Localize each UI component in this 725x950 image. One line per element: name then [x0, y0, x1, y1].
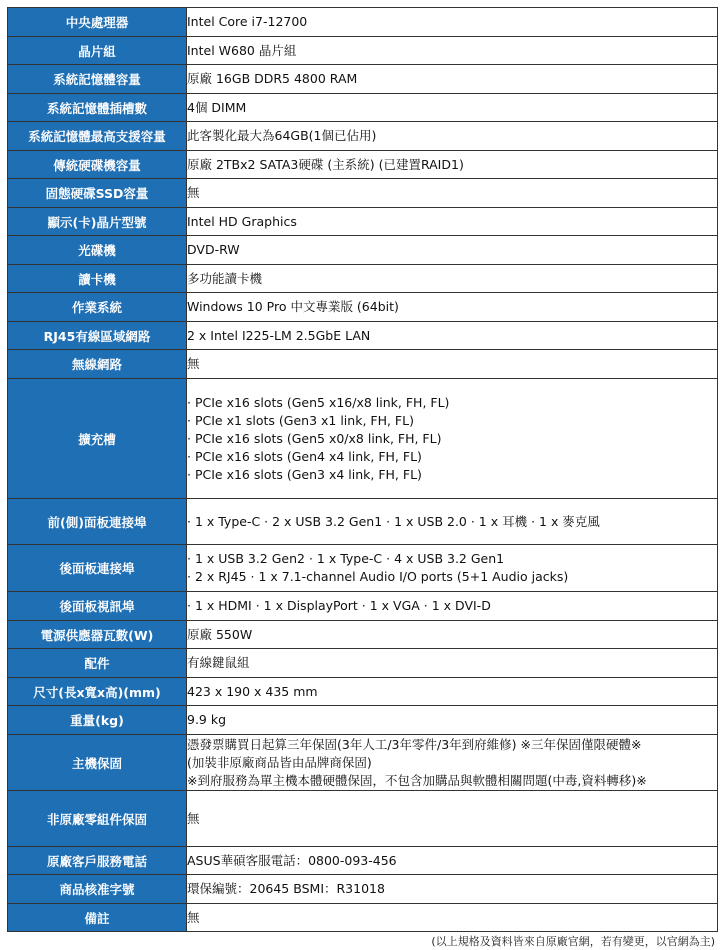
- spec-label: 非原廠零組件保固: [8, 791, 187, 847]
- spec-label: 配件: [8, 649, 187, 678]
- spec-value-line: 無: [187, 185, 200, 200]
- spec-label: RJ45有線區域網路: [8, 322, 187, 350]
- spec-label: 商品核准字號: [8, 875, 187, 904]
- spec-row: [8, 545, 718, 592]
- spec-value-line: 憑發票購買日起算三年保固(3年人工/3年零件/3年到府維修) ※三年保固僅限硬體※: [187, 736, 642, 752]
- spec-label: 傳統硬碟機容量: [8, 151, 187, 179]
- spec-value: [187, 791, 718, 847]
- spec-value-line: · PCIe x16 slots (Gen3 x4 link, FH, FL): [187, 466, 422, 482]
- spec-label: 光碟機: [8, 236, 187, 265]
- spec-value-line: 無: [187, 356, 200, 371]
- spec-label: 電源供應器瓦數(W): [8, 621, 187, 649]
- spec-value-line: 無: [187, 909, 200, 925]
- spec-value: [187, 265, 718, 293]
- spec-row: [8, 322, 718, 350]
- spec-value-line: · 1 x HDMI · 1 x DisplayPort · 1 x VGA · 1 x DVI-D: [187, 598, 491, 613]
- spec-row: [8, 151, 718, 179]
- spec-value: [187, 499, 718, 545]
- spec-value-line: · 2 x RJ45 · 1 x 7.1-channel Audio I/O ports (5+1 Audio jacks): [187, 569, 569, 584]
- spec-label: 主機保固: [8, 735, 187, 791]
- spec-row: [8, 236, 718, 265]
- spec-value: [187, 236, 718, 265]
- spec-value: [187, 875, 718, 904]
- spec-value: [187, 904, 718, 932]
- spec-row: [8, 350, 718, 379]
- spec-row: [8, 265, 718, 293]
- spec-value: [187, 293, 718, 322]
- spec-row: [8, 875, 718, 904]
- spec-row: [8, 847, 718, 875]
- footnote: (以上規格及資料皆來自原廠官網，若有變更，以官網為主): [431, 935, 715, 948]
- spec-value-line: · 1 x Type-C · 2 x USB 3.2 Gen1 · 1 x USB 2.0 · 1 x 耳機 · 1 x 麥克風: [187, 513, 600, 529]
- spec-value: [187, 545, 718, 592]
- spec-value-line: Intel W680 晶片組: [187, 42, 297, 58]
- spec-label: 擴充槽: [8, 379, 187, 499]
- spec-value: [187, 208, 718, 236]
- spec-label: 固態硬碟SSD容量: [8, 179, 187, 208]
- spec-value-line: DVD-RW: [187, 242, 240, 257]
- spec-value-line: 原廠 550W: [187, 626, 253, 642]
- spec-label: 尺寸(長x寬x高)(mm): [8, 678, 187, 706]
- spec-label: 系統記憶體容量: [8, 65, 187, 94]
- spec-table: [7, 7, 718, 932]
- spec-row: [8, 678, 718, 706]
- spec-value: [187, 122, 718, 151]
- spec-value-line: 423 x 190 x 435 mm: [187, 683, 318, 699]
- spec-label: 中央處理器: [8, 8, 187, 37]
- spec-row: [8, 208, 718, 236]
- spec-value: [187, 379, 718, 499]
- spec-row: [8, 791, 718, 847]
- spec-label: 備註: [8, 904, 187, 932]
- spec-value: [187, 37, 718, 65]
- spec-sheet: [7, 7, 718, 932]
- spec-value-line: ASUS華碩客服電話：0800-093-456: [187, 852, 397, 868]
- spec-value-line: · PCIe x16 slots (Gen5 x16/x8 link, FH, FL): [187, 394, 450, 410]
- spec-value: [187, 350, 718, 379]
- spec-row: [8, 65, 718, 94]
- spec-row: [8, 592, 718, 621]
- spec-value-line: Windows 10 Pro 中文專業版 (64bit): [187, 299, 399, 314]
- spec-value-line: 環保編號：20645 BSMI：R31018: [187, 881, 385, 896]
- spec-value: [187, 649, 718, 678]
- spec-value-line: 2 x Intel I225-LM 2.5GbE LAN: [187, 327, 371, 343]
- spec-row: [8, 122, 718, 151]
- spec-value-line: Intel HD Graphics: [187, 213, 297, 229]
- spec-label: 後面板視訊埠: [8, 592, 187, 621]
- spec-label: 系統記憶體插槽數: [8, 94, 187, 122]
- spec-value-line: 9.9 kg: [187, 712, 227, 727]
- spec-row: [8, 379, 718, 499]
- spec-value-line: 多功能讀卡機: [187, 270, 263, 286]
- spec-label: 讀卡機: [8, 265, 187, 293]
- spec-label: 前(側)面板連接埠: [8, 499, 187, 545]
- spec-value-line: · PCIe x16 slots (Gen4 x4 link, FH, FL): [187, 448, 422, 464]
- spec-value-line: 4個 DIMM: [187, 99, 247, 115]
- spec-row: [8, 706, 718, 735]
- spec-value: [187, 706, 718, 735]
- spec-row: [8, 649, 718, 678]
- spec-value: [187, 592, 718, 621]
- spec-label: 後面板連接埠: [8, 545, 187, 592]
- spec-value: [187, 151, 718, 179]
- spec-label: 無線網路: [8, 350, 187, 379]
- spec-value: [187, 65, 718, 94]
- spec-value-line: · 1 x USB 3.2 Gen2 · 1 x Type-C · 4 x USB 3.2 Gen1: [187, 551, 505, 566]
- spec-label: 作業系統: [8, 293, 187, 322]
- spec-value-line: 原廠 2TBx2 SATA3硬碟 (主系統) (已建置RAID1): [187, 156, 464, 172]
- spec-value-line: Intel Core i7-12700: [187, 14, 308, 29]
- spec-row: [8, 293, 718, 322]
- spec-label: 系統記憶體最高支援容量: [8, 122, 187, 151]
- spec-row: [8, 37, 718, 65]
- spec-label: 顯示(卡)晶片型號: [8, 208, 187, 236]
- spec-value: [187, 621, 718, 649]
- spec-row: [8, 735, 718, 791]
- spec-value: [187, 322, 718, 350]
- spec-value-line: · PCIe x1 slots (Gen3 x1 link, FH, FL): [187, 412, 414, 428]
- spec-row: [8, 94, 718, 122]
- spec-value: [187, 847, 718, 875]
- spec-label: 重量(kg): [8, 706, 187, 735]
- spec-value: [187, 179, 718, 208]
- spec-label: 晶片組: [8, 37, 187, 65]
- spec-value-line: 此客製化最大為64GB(1個已佔用): [187, 128, 377, 143]
- spec-value-line: 無: [187, 810, 200, 826]
- spec-value: [187, 735, 718, 791]
- spec-value: [187, 8, 718, 37]
- spec-value: [187, 678, 718, 706]
- spec-label: 原廠客戶服務電話: [8, 847, 187, 875]
- spec-row: [8, 904, 718, 932]
- spec-row: [8, 499, 718, 545]
- spec-value: [187, 94, 718, 122]
- spec-value-line: (加裝非原廠商品皆由品牌商保固): [187, 754, 372, 770]
- spec-value-line: ※到府服務為單主機本體硬體保固，不包含加購品與軟體相關問題(中毒,資料轉移)※: [187, 772, 647, 788]
- spec-row: [8, 179, 718, 208]
- spec-value-line: · PCIe x16 slots (Gen5 x0/x8 link, FH, FL): [187, 430, 442, 446]
- spec-value-line: 有線鍵鼠組: [187, 655, 250, 670]
- spec-row: [8, 8, 718, 37]
- spec-row: [8, 621, 718, 649]
- spec-value-line: 原廠 16GB DDR5 4800 RAM: [187, 71, 358, 86]
